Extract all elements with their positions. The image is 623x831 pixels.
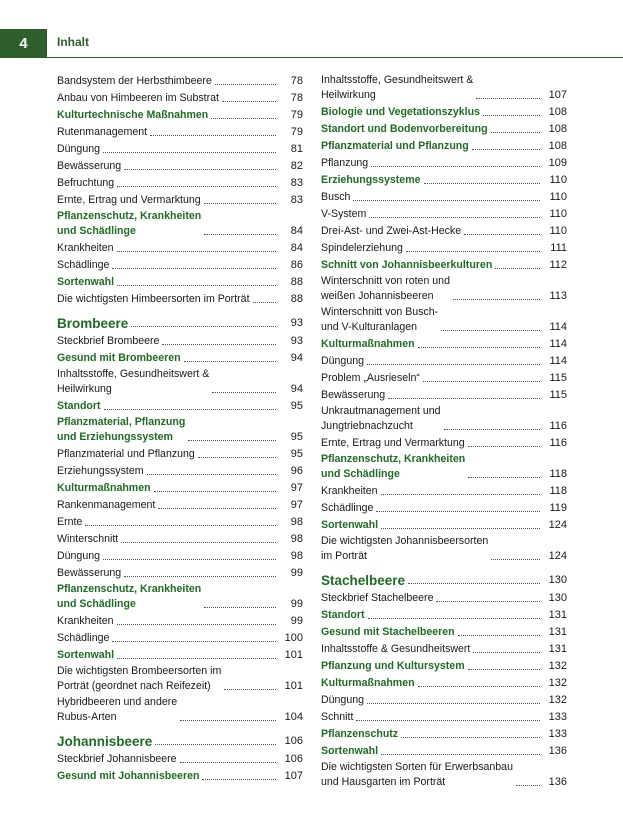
toc-page-number: 79 bbox=[290, 109, 303, 121]
toc-page-number: 99 bbox=[290, 615, 303, 627]
toc-entry-title: Inhaltsstoffe, Gesundheitswert & Heilwirkung bbox=[57, 368, 210, 395]
toc-page-number: 109 bbox=[548, 157, 567, 169]
toc-page-number: 113 bbox=[549, 290, 567, 302]
toc-chapter-entry[interactable] bbox=[57, 307, 303, 332]
toc-entry[interactable] bbox=[321, 623, 567, 640]
toc-entry-title: Johannisbeere bbox=[57, 734, 153, 749]
toc-page-number: 97 bbox=[290, 499, 303, 511]
toc-page-number: 94 bbox=[290, 383, 303, 395]
dot-leader bbox=[444, 429, 540, 430]
dot-leader bbox=[401, 737, 540, 738]
dot-leader bbox=[371, 166, 540, 167]
toc-chapter-entry[interactable] bbox=[57, 725, 303, 750]
toc-entry-title: Sortenwahl bbox=[321, 745, 379, 757]
dot-leader bbox=[381, 494, 540, 495]
toc-page-number: 114 bbox=[549, 338, 567, 350]
dot-leader bbox=[154, 491, 276, 492]
page-title: Inhalt bbox=[57, 35, 89, 49]
dot-leader bbox=[198, 457, 276, 458]
toc-entry[interactable] bbox=[57, 174, 303, 191]
toc-entry-title: Kulturmaßnahmen bbox=[321, 677, 415, 689]
toc-entry[interactable] bbox=[321, 304, 567, 335]
dot-leader bbox=[356, 720, 540, 721]
dot-leader bbox=[155, 744, 276, 745]
toc-page-number: 110 bbox=[549, 174, 567, 186]
toc-entry-title: Pflanzenschutz, Krankheiten und Schädlinge bbox=[57, 210, 202, 237]
dot-leader bbox=[468, 669, 540, 670]
toc-page-number: 98 bbox=[290, 550, 303, 562]
dot-leader bbox=[483, 115, 540, 116]
dot-leader bbox=[367, 364, 540, 365]
toc-entry[interactable] bbox=[57, 612, 303, 629]
toc-entry[interactable] bbox=[57, 191, 303, 208]
toc-entry[interactable] bbox=[321, 335, 567, 352]
toc-entry[interactable] bbox=[57, 349, 303, 366]
toc-page-number: 133 bbox=[548, 728, 567, 740]
dot-leader bbox=[162, 344, 276, 345]
toc-page-number: 106 bbox=[284, 735, 303, 747]
toc-entry[interactable] bbox=[57, 273, 303, 290]
toc-entry-title: Befruchtung bbox=[57, 177, 115, 189]
toc-entry[interactable] bbox=[57, 140, 303, 157]
toc-page-number: 132 bbox=[548, 677, 567, 689]
toc-entry-title: Inhaltsstoffe & Gesundheitswert bbox=[321, 643, 471, 655]
dot-leader bbox=[124, 576, 276, 577]
toc-entry[interactable] bbox=[57, 663, 303, 694]
toc-entry-title: Pflanzenschutz bbox=[321, 728, 399, 740]
dot-leader bbox=[369, 217, 540, 218]
toc-page-number: 110 bbox=[549, 208, 567, 220]
dot-leader bbox=[180, 762, 276, 763]
toc-entry[interactable] bbox=[57, 479, 303, 496]
toc-page-number: 106 bbox=[284, 753, 303, 765]
toc-entry[interactable] bbox=[321, 742, 567, 759]
toc-page-number: 115 bbox=[549, 389, 567, 401]
toc-page-number: 93 bbox=[290, 335, 303, 347]
toc-page-number: 84 bbox=[290, 242, 303, 254]
dot-leader bbox=[212, 392, 276, 393]
toc-entry-title: V-System bbox=[321, 208, 367, 220]
toc-entry[interactable] bbox=[321, 403, 567, 434]
dot-leader bbox=[424, 183, 540, 184]
toc-entry-title: Pflanzmaterial, Pflanzung und Erziehungssystem bbox=[57, 416, 186, 443]
toc-entry[interactable] bbox=[57, 564, 303, 581]
toc-page-number: 108 bbox=[548, 106, 567, 118]
toc-page-number: 81 bbox=[290, 143, 303, 155]
toc-entry[interactable] bbox=[57, 414, 303, 445]
toc-page-number: 83 bbox=[290, 177, 303, 189]
dot-leader bbox=[472, 149, 540, 150]
toc-page-number: 96 bbox=[290, 465, 303, 477]
dot-leader bbox=[253, 302, 276, 303]
toc-entry[interactable] bbox=[321, 256, 567, 273]
toc-entry-title: Spindelerziehung bbox=[321, 242, 403, 254]
toc-entry-title: Winterschnitt bbox=[57, 533, 119, 545]
toc-page-number: 86 bbox=[290, 259, 303, 271]
toc-page-number: 132 bbox=[548, 694, 567, 706]
toc-page-number: 101 bbox=[284, 680, 303, 692]
dot-leader bbox=[468, 477, 540, 478]
dot-leader bbox=[204, 203, 276, 204]
dot-leader bbox=[117, 285, 276, 286]
toc-entry-title: Pflanzenschutz, Krankheiten und Schädlinge bbox=[321, 453, 466, 480]
dot-leader bbox=[158, 508, 276, 509]
toc-page-number: 97 bbox=[290, 482, 303, 494]
toc-page-number: 136 bbox=[548, 745, 567, 757]
toc-entry-title: Gesund mit Johannisbeeren bbox=[57, 770, 200, 782]
toc-entry-title: Düngung bbox=[321, 694, 365, 706]
toc-entry[interactable] bbox=[57, 239, 303, 256]
dot-leader bbox=[131, 326, 276, 327]
toc-page-number: 98 bbox=[290, 533, 303, 545]
toc-right-column bbox=[321, 72, 567, 790]
toc-entry[interactable] bbox=[57, 530, 303, 547]
toc-entry[interactable] bbox=[321, 386, 567, 403]
dot-leader bbox=[368, 618, 540, 619]
toc-entry-title: Standort bbox=[321, 609, 365, 621]
toc-page-number: 94 bbox=[290, 352, 303, 364]
toc-entry[interactable] bbox=[321, 482, 567, 499]
dot-leader bbox=[495, 268, 540, 269]
toc-entry-title: Schnitt von Johannisbeerkulturen bbox=[321, 259, 493, 271]
toc-entry[interactable] bbox=[321, 273, 567, 304]
dot-leader bbox=[184, 361, 276, 362]
toc-page-number: 108 bbox=[548, 140, 567, 152]
toc-entry-title: Rankenmanagement bbox=[57, 499, 156, 511]
toc-entry[interactable] bbox=[57, 366, 303, 397]
dot-leader bbox=[188, 440, 276, 441]
toc-entry[interactable] bbox=[321, 137, 567, 154]
toc-entry-title: Bandsystem der Herbsthimbeere bbox=[57, 75, 212, 87]
toc-entry[interactable] bbox=[57, 123, 303, 140]
toc-page-number: 132 bbox=[548, 660, 567, 672]
toc-entry-title: Biologie und Vegetationszyklus bbox=[321, 106, 480, 118]
toc-page-number: 88 bbox=[290, 276, 303, 288]
toc-page-number: 108 bbox=[548, 123, 567, 135]
toc-entry-title: Erziehungssystem bbox=[57, 465, 144, 477]
toc-page-number: 136 bbox=[548, 776, 567, 788]
dot-leader bbox=[204, 607, 276, 608]
toc-entry-title: Pflanzung und Kultursystem bbox=[321, 660, 465, 672]
toc-page-number: 101 bbox=[284, 649, 303, 661]
dot-leader bbox=[516, 785, 540, 786]
toc-page-number: 99 bbox=[290, 598, 303, 610]
toc-page-number: 133 bbox=[548, 711, 567, 723]
toc-page-number: 131 bbox=[548, 643, 567, 655]
toc-entry-title: Standort bbox=[57, 400, 101, 412]
toc-entry[interactable] bbox=[57, 629, 303, 646]
dot-leader bbox=[211, 118, 276, 119]
toc-entry[interactable] bbox=[57, 290, 303, 307]
dot-leader bbox=[147, 474, 276, 475]
toc-page-number: 118 bbox=[549, 468, 567, 480]
toc-page-number: 110 bbox=[549, 225, 567, 237]
dot-leader bbox=[458, 635, 540, 636]
toc-entry[interactable] bbox=[57, 767, 303, 784]
toc-entry-title: Die wichtigsten Johannisbeersorten im Porträt bbox=[321, 535, 489, 562]
toc-entry[interactable] bbox=[321, 369, 567, 386]
toc-entry-title: Bewässerung bbox=[57, 567, 122, 579]
toc-entry[interactable] bbox=[321, 516, 567, 533]
dot-leader bbox=[104, 409, 276, 410]
toc-entry[interactable] bbox=[321, 725, 567, 742]
toc-entry-title: Busch bbox=[321, 191, 351, 203]
toc-entry-title: Krankheiten bbox=[321, 485, 378, 497]
dot-leader bbox=[453, 299, 540, 300]
toc-entry[interactable] bbox=[57, 397, 303, 414]
toc-page-number: 95 bbox=[290, 448, 303, 460]
toc-entry-title: Steckbrief Johannisbeere bbox=[57, 753, 177, 765]
toc-page-number: 115 bbox=[549, 372, 567, 384]
toc-left-column bbox=[57, 72, 303, 784]
toc-entry[interactable] bbox=[57, 89, 303, 106]
toc-page-number: 110 bbox=[549, 191, 567, 203]
toc-entry-title: Gesund mit Brombeeren bbox=[57, 352, 181, 364]
dot-leader bbox=[112, 641, 276, 642]
toc-entry-title: Bewässerung bbox=[321, 389, 386, 401]
toc-entry-title: Die wichtigsten Himbeersorten im Porträt bbox=[57, 293, 250, 305]
toc-entry-title: Die wichtigsten Brombeersorten im Porträt (geordnet nach Reifezeit) bbox=[57, 665, 222, 692]
toc-entry[interactable] bbox=[321, 205, 567, 222]
toc-page-number: 114 bbox=[549, 355, 567, 367]
toc-entry[interactable] bbox=[321, 451, 567, 482]
dot-leader bbox=[376, 511, 540, 512]
dot-leader bbox=[464, 234, 540, 235]
toc-entry[interactable] bbox=[57, 157, 303, 174]
toc-entry[interactable] bbox=[57, 256, 303, 273]
toc-entry-title: Krankheiten bbox=[57, 242, 114, 254]
toc-entry-title: Hybridbeeren und andere Rubus-Arten bbox=[57, 696, 178, 723]
toc-page-number: 99 bbox=[290, 567, 303, 579]
dot-leader bbox=[418, 347, 540, 348]
toc-entry-title: Brombeere bbox=[57, 316, 129, 331]
toc-chapter-entry[interactable] bbox=[321, 564, 567, 589]
toc-page-number: 131 bbox=[548, 626, 567, 638]
toc-page-number: 111 bbox=[550, 242, 567, 254]
toc-entry-title: Krankheiten bbox=[57, 615, 114, 627]
toc-page-number: 112 bbox=[549, 259, 567, 271]
toc-entry-title: Düngung bbox=[57, 143, 101, 155]
toc-page-number: 124 bbox=[548, 550, 567, 562]
toc-page-number: 82 bbox=[290, 160, 303, 172]
toc-entry-title: Pflanzmaterial und Pflanzung bbox=[321, 140, 469, 152]
toc-entry[interactable] bbox=[321, 188, 567, 205]
page-number-badge: 4 bbox=[0, 29, 47, 58]
toc-page-number: 100 bbox=[284, 632, 303, 644]
toc-entry[interactable] bbox=[321, 499, 567, 516]
toc-page-number: 116 bbox=[549, 420, 567, 432]
toc-entry[interactable] bbox=[321, 222, 567, 239]
toc-entry-title: Sortenwahl bbox=[57, 276, 115, 288]
dot-leader bbox=[222, 101, 276, 102]
toc-entry-title: Standort und Bodenvorbereitung bbox=[321, 123, 488, 135]
dot-leader bbox=[441, 330, 540, 331]
toc-page-number: 107 bbox=[548, 89, 567, 101]
toc-page-number: 104 bbox=[284, 711, 303, 723]
dot-leader bbox=[117, 186, 276, 187]
toc-entry[interactable] bbox=[57, 462, 303, 479]
toc-entry-title: Pflanzenschutz, Krankheiten und Schädlinge bbox=[57, 583, 202, 610]
toc-entry[interactable] bbox=[57, 332, 303, 349]
toc-entry[interactable] bbox=[57, 750, 303, 767]
dot-leader bbox=[408, 583, 540, 584]
toc-entry[interactable] bbox=[321, 657, 567, 674]
dot-leader bbox=[202, 779, 276, 780]
toc-entry-title: Sortenwahl bbox=[321, 519, 379, 531]
toc-entry-title: Drei-Ast- und Zwei-Ast-Hecke bbox=[321, 225, 462, 237]
toc-page-number: 78 bbox=[290, 75, 303, 87]
dot-leader bbox=[85, 525, 276, 526]
toc-entry[interactable] bbox=[321, 171, 567, 188]
toc-entry-title: Pflanzmaterial und Pflanzung bbox=[57, 448, 195, 460]
toc-entry[interactable] bbox=[321, 72, 567, 103]
toc-page-number: 93 bbox=[290, 317, 303, 329]
toc-entry-title: Steckbrief Stachelbeere bbox=[321, 592, 434, 604]
toc-entry-title: Problem „Ausrieseln“ bbox=[321, 372, 420, 384]
dot-leader bbox=[121, 542, 276, 543]
toc-entry-title: Schnitt bbox=[321, 711, 354, 723]
dot-leader bbox=[124, 169, 276, 170]
toc-entry[interactable] bbox=[57, 496, 303, 513]
toc-entry-title: Ernte, Ertrag und Vermarktung bbox=[57, 194, 201, 206]
toc-page-number: 130 bbox=[548, 592, 567, 604]
dot-leader bbox=[423, 381, 540, 382]
dot-leader bbox=[491, 559, 540, 560]
dot-leader bbox=[204, 234, 276, 235]
toc-entry[interactable] bbox=[57, 445, 303, 462]
dot-leader bbox=[117, 624, 276, 625]
toc-entry-title: Unkrautmanagement und Jungtriebnachzucht bbox=[321, 405, 441, 432]
toc-entry-title: Winterschnitt von Busch- und V-Kulturanlagen bbox=[321, 306, 439, 333]
toc-page-number: 124 bbox=[548, 519, 567, 531]
dot-leader bbox=[473, 652, 540, 653]
toc-entry[interactable] bbox=[57, 646, 303, 663]
dot-leader bbox=[117, 658, 276, 659]
toc-entry[interactable] bbox=[57, 694, 303, 725]
toc-entry-title: Rutenmanagement bbox=[57, 126, 148, 138]
toc-entry-title: Sortenwahl bbox=[57, 649, 115, 661]
toc-entry[interactable] bbox=[57, 106, 303, 123]
toc-entry[interactable] bbox=[321, 434, 567, 451]
toc-entry-title: Steckbrief Brombeere bbox=[57, 335, 160, 347]
toc-page-number: 116 bbox=[549, 437, 567, 449]
header-rule bbox=[0, 57, 623, 58]
dot-leader bbox=[388, 398, 540, 399]
toc-entry[interactable] bbox=[321, 640, 567, 657]
toc-page-number: 118 bbox=[549, 485, 567, 497]
dot-leader bbox=[117, 251, 276, 252]
toc-entry[interactable] bbox=[57, 581, 303, 612]
toc-page-number: 98 bbox=[290, 516, 303, 528]
toc-entry[interactable] bbox=[321, 533, 567, 564]
toc-entry-title: Anbau von Himbeeren im Substrat bbox=[57, 92, 219, 104]
toc-page-number: 83 bbox=[290, 194, 303, 206]
dot-leader bbox=[180, 720, 276, 721]
toc-entry[interactable] bbox=[321, 708, 567, 725]
toc-entry-title: Inhaltsstoffe, Gesundheitswert & Heilwirkung bbox=[321, 74, 474, 101]
dot-leader bbox=[103, 152, 276, 153]
toc-entry-title: Kulturmaßnahmen bbox=[321, 338, 415, 350]
dot-leader bbox=[381, 754, 540, 755]
toc-entry-title: Ernte bbox=[57, 516, 83, 528]
toc-entry[interactable] bbox=[321, 239, 567, 256]
toc-entry-title: Düngung bbox=[57, 550, 101, 562]
dot-leader bbox=[224, 689, 276, 690]
toc-entry[interactable] bbox=[321, 352, 567, 369]
toc-page-number: 107 bbox=[284, 770, 303, 782]
toc-page-number: 88 bbox=[290, 293, 303, 305]
toc-entry[interactable] bbox=[57, 208, 303, 239]
toc-entry[interactable] bbox=[321, 674, 567, 691]
dot-leader bbox=[367, 703, 540, 704]
toc-entry[interactable] bbox=[321, 589, 567, 606]
toc-entry-title: Bewässerung bbox=[57, 160, 122, 172]
toc-entry-title: Kulturmaßnahmen bbox=[57, 482, 151, 494]
dot-leader bbox=[381, 528, 540, 529]
toc-entry-title: Pflanzung bbox=[321, 157, 369, 169]
toc-entry-title: Erziehungssysteme bbox=[321, 174, 421, 186]
toc-page-number: 95 bbox=[290, 400, 303, 412]
toc-entry[interactable] bbox=[57, 72, 303, 89]
dot-leader bbox=[406, 251, 540, 252]
toc-entry-title: Schädlinge bbox=[57, 632, 110, 644]
toc-page-number: 95 bbox=[290, 431, 303, 443]
dot-leader bbox=[491, 132, 540, 133]
toc-entry[interactable] bbox=[321, 759, 567, 790]
toc-entry-title: Stachelbeere bbox=[321, 573, 406, 588]
toc-page-number: 130 bbox=[548, 574, 567, 586]
dot-leader bbox=[353, 200, 540, 201]
toc-entry[interactable] bbox=[321, 691, 567, 708]
toc-page-number: 79 bbox=[290, 126, 303, 138]
dot-leader bbox=[468, 446, 540, 447]
toc-entry[interactable] bbox=[321, 606, 567, 623]
toc-entry-title: Winterschnitt von roten und weißen Johannisbeeren bbox=[321, 275, 450, 302]
toc-entry[interactable] bbox=[57, 513, 303, 530]
dot-leader bbox=[112, 268, 276, 269]
toc-entry-title: Düngung bbox=[321, 355, 365, 367]
dot-leader bbox=[150, 135, 276, 136]
toc-page-number: 84 bbox=[290, 225, 303, 237]
dot-leader bbox=[418, 686, 540, 687]
toc-entry[interactable] bbox=[321, 120, 567, 137]
toc-entry-title: Schädlinge bbox=[321, 502, 374, 514]
dot-leader bbox=[215, 84, 276, 85]
toc-entry-title: Gesund mit Stachelbeeren bbox=[321, 626, 455, 638]
toc-entry[interactable] bbox=[321, 154, 567, 171]
toc-entry-title: Die wichtigsten Sorten für Erwerbsanbau und Hausgarten im Porträt bbox=[321, 761, 513, 788]
dot-leader bbox=[436, 601, 540, 602]
toc-page-number: 119 bbox=[549, 502, 567, 514]
dot-leader bbox=[476, 98, 540, 99]
toc-entry-title: Schädlinge bbox=[57, 259, 110, 271]
toc-entry[interactable] bbox=[321, 103, 567, 120]
toc-entry-title: Ernte, Ertrag und Vermarktung bbox=[321, 437, 465, 449]
toc-entry[interactable] bbox=[57, 547, 303, 564]
toc-entry-title: Kulturtechnische Maßnahmen bbox=[57, 109, 209, 121]
toc-page-number: 114 bbox=[549, 321, 567, 333]
dot-leader bbox=[103, 559, 276, 560]
toc-page-number: 78 bbox=[290, 92, 303, 104]
toc-page-number: 131 bbox=[548, 609, 567, 621]
